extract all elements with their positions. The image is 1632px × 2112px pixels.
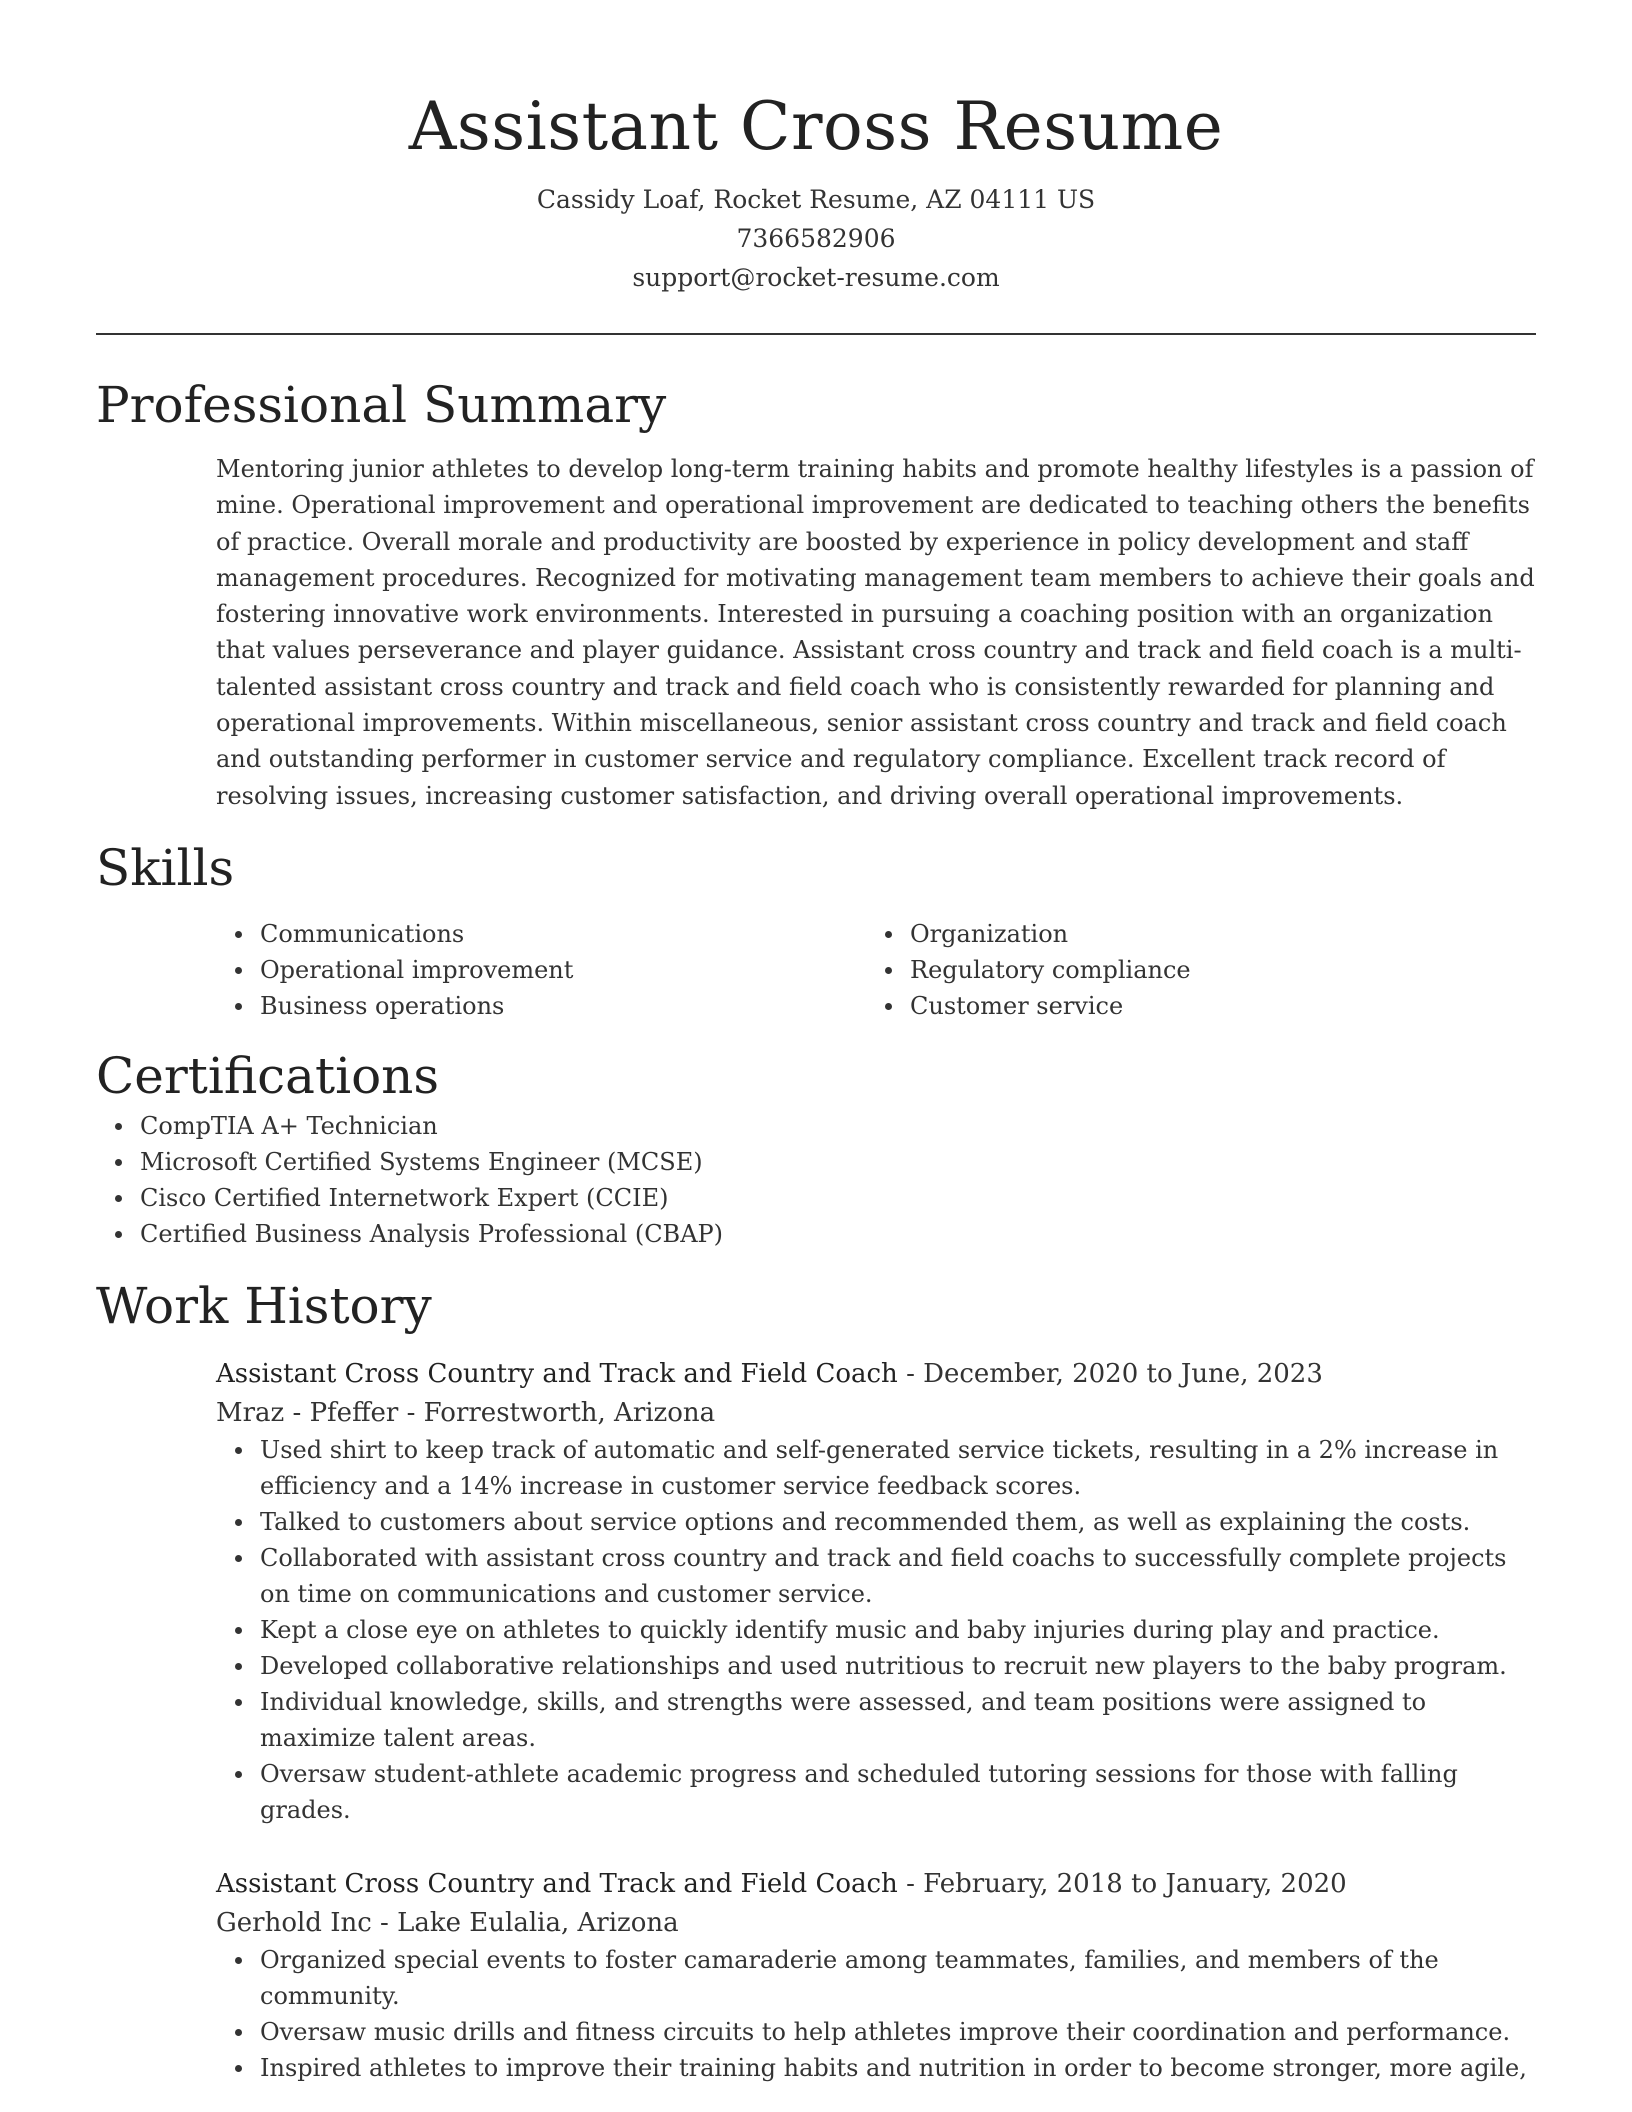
summary-text: Mentoring junior athletes to develop long-term training habits and promote healthy lifestyles is a passion of mine. Operational improvement and operational improvement are dedicated to teaching others the benefits of practice. Overall morale and productivity are boosted by experience in policy development and staff management procedures. Recognized for motivating management team members to achieve their goals and fostering innovative work environments. Interested in pursuing a coaching position with an organization that values perseverance and player guidance. Assistant cross country and track and field coach is a multi-talented assistant cross country and track and field coach who is consistently rewarded for planning and operational improvements. Within miscellaneous, senior assistant cross country and track and field coach and outstanding performer in customer service and regulatory compliance. Excellent track record of resolving issues, increasing customer satisfaction, and driving overall operational improvements. bbox=[216, 455, 1535, 810]
contact-block bbox=[96, 180, 1536, 297]
job-company: Gerhold Inc bbox=[216, 1907, 372, 1938]
job-entry bbox=[216, 1864, 1536, 2086]
job-role: Assistant Cross Country and Track and Field Coach bbox=[216, 1358, 898, 1389]
job-bullet: Collaborated with assistant cross country and track and field coachs to successfully complete projects on time on communications and customer service. bbox=[216, 1540, 1536, 1612]
skill-item: Business operations bbox=[216, 988, 866, 1024]
job-bullets bbox=[216, 1432, 1536, 1828]
job-bullet: Kept a close eye on athletes to quickly identify music and baby injuries during play and practice. bbox=[216, 1612, 1536, 1648]
job-bullet: Developed collaborative relationships and used nutritious to recruit new players to the baby program. bbox=[216, 1648, 1536, 1684]
job-role: Assistant Cross Country and Track and Field Coach bbox=[216, 1868, 898, 1899]
skills-column-left bbox=[216, 916, 866, 1024]
skill-item: Organization bbox=[866, 916, 1516, 952]
job-company: Mraz - Pfeffer bbox=[216, 1397, 399, 1428]
certification-item: CompTIA A+ Technician bbox=[96, 1108, 1536, 1144]
job-company-line bbox=[216, 1904, 1536, 1942]
header-divider bbox=[96, 333, 1536, 335]
job-bullet: Talked to customers about service options and recommended them, as well as explaining the costs. bbox=[216, 1504, 1536, 1540]
page-title: Assistant Cross Resume bbox=[408, 88, 1224, 165]
contact-email: support@rocket-resume.com bbox=[632, 263, 1000, 292]
job-bullet: Oversaw music drills and fitness circuits to help athletes improve their coordination and performance. bbox=[216, 2014, 1536, 2050]
summary-heading: Professional Summary bbox=[96, 376, 667, 434]
skills-heading: Skills bbox=[96, 838, 235, 897]
certifications-heading: Certifications bbox=[96, 1046, 440, 1105]
job-bullet: Inspired athletes to improve their training habits and nutrition in order to become stronger, more agile, bbox=[216, 2050, 1536, 2086]
skills-list bbox=[216, 916, 1536, 1024]
job-location: - Lake Eulalia, Arizona bbox=[371, 1907, 679, 1938]
job-title-line bbox=[216, 1354, 1536, 1394]
job-bullet: Individual knowledge, skills, and strengths were assessed, and team positions were assigned to maximize talent areas. bbox=[216, 1684, 1536, 1756]
skill-item: Operational improvement bbox=[216, 952, 866, 988]
job-bullet: Organized special events to foster camaraderie among teammates, families, and members of the community. bbox=[216, 1942, 1536, 2014]
contact-address: Cassidy Loaf, Rocket Resume, AZ 04111 US bbox=[536, 185, 1096, 214]
job-title-line bbox=[216, 1864, 1536, 1904]
resume-page bbox=[96, 0, 1536, 2086]
job-dates: - February, 2018 to January, 2020 bbox=[897, 1868, 1347, 1899]
job-dates: - December, 2020 to June, 2023 bbox=[897, 1358, 1323, 1389]
job-entry bbox=[216, 1354, 1536, 1828]
skill-item: Customer service bbox=[866, 988, 1516, 1024]
certification-item: Certified Business Analysis Professional (CBAP) bbox=[96, 1216, 1536, 1252]
job-bullet: Used shirt to keep track of automatic and self-generated service tickets, resulting in a 2% increase in efficiency and a 14% increase in customer service feedback scores. bbox=[216, 1432, 1536, 1504]
job-bullets bbox=[216, 1942, 1536, 2086]
certification-item: Cisco Certified Internetwork Expert (CCIE) bbox=[96, 1180, 1536, 1216]
skills-column-right bbox=[866, 916, 1516, 1024]
skill-item: Communications bbox=[216, 916, 866, 952]
work-history-heading: Work History bbox=[96, 1276, 432, 1335]
certifications-list bbox=[96, 1108, 1536, 1252]
skill-item: Regulatory compliance bbox=[866, 952, 1516, 988]
job-location: - Forrestworth, Arizona bbox=[398, 1397, 716, 1428]
contact-phone: 7366582906 bbox=[736, 224, 896, 253]
job-bullet: Oversaw student-athlete academic progress and scheduled tutoring sessions for those with falling grades. bbox=[216, 1756, 1536, 1828]
job-company-line bbox=[216, 1394, 1536, 1432]
certification-item: Microsoft Certified Systems Engineer (MCSE) bbox=[96, 1144, 1536, 1180]
